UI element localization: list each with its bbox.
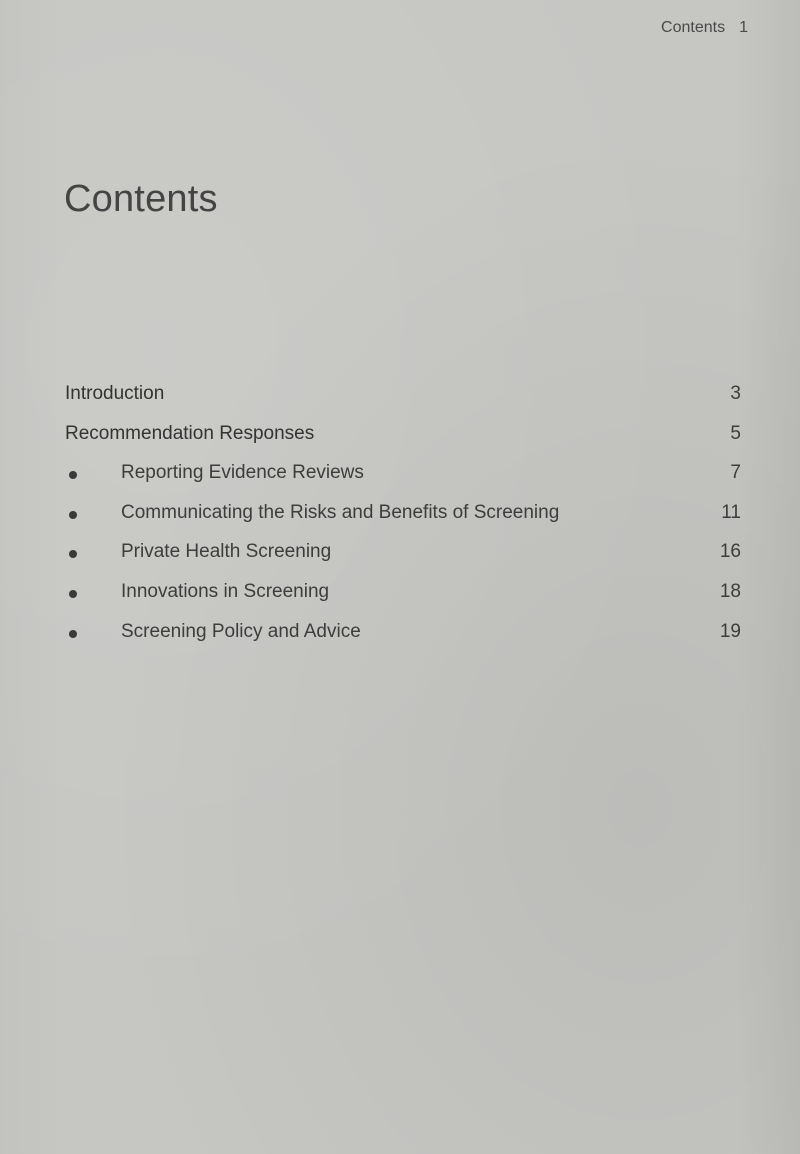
page-title: Contents — [64, 178, 218, 220]
header-page-number: 1 — [739, 19, 748, 36]
running-header — [661, 19, 748, 37]
table-of-contents — [65, 377, 741, 654]
toc-entry-label: Communicating the Risks and Benefits of Screening — [121, 501, 560, 523]
toc-entry-reporting-evidence-reviews[interactable] — [65, 456, 741, 496]
bullet-icon — [69, 630, 77, 638]
bullet-icon — [69, 590, 77, 598]
toc-entry-page-number: 16 — [719, 541, 741, 563]
toc-entry-introduction[interactable] — [65, 377, 741, 417]
toc-entry-label: Screening Policy and Advice — [121, 620, 361, 642]
toc-entry-page-number: 11 — [721, 501, 741, 523]
toc-entry-page-number: 7 — [730, 462, 741, 484]
toc-entry-page-number: 18 — [719, 580, 741, 602]
toc-entry-communicating-risks-benefits[interactable] — [65, 496, 741, 536]
toc-entry-page-number: 19 — [719, 620, 741, 642]
toc-entry-page-number: 3 — [730, 383, 741, 404]
toc-entry-label: Innovations in Screening — [121, 580, 330, 602]
toc-entry-label: Reporting Evidence Reviews — [121, 462, 364, 484]
toc-entry-private-health-screening[interactable] — [65, 535, 741, 575]
toc-entry-label: Recommendation Responses — [65, 422, 315, 444]
toc-entry-innovations-in-screening[interactable] — [65, 575, 741, 615]
toc-entry-label: Introduction — [65, 383, 165, 404]
bullet-icon — [69, 471, 77, 479]
toc-entry-page-number: 5 — [730, 422, 741, 444]
toc-entry-label: Private Health Screening — [121, 541, 332, 563]
header-section-name: Contents — [661, 19, 726, 36]
toc-entry-recommendation-responses[interactable] — [65, 417, 741, 457]
bullet-icon — [69, 550, 77, 558]
bullet-icon — [69, 511, 77, 519]
toc-entry-screening-policy-advice[interactable] — [65, 615, 741, 655]
